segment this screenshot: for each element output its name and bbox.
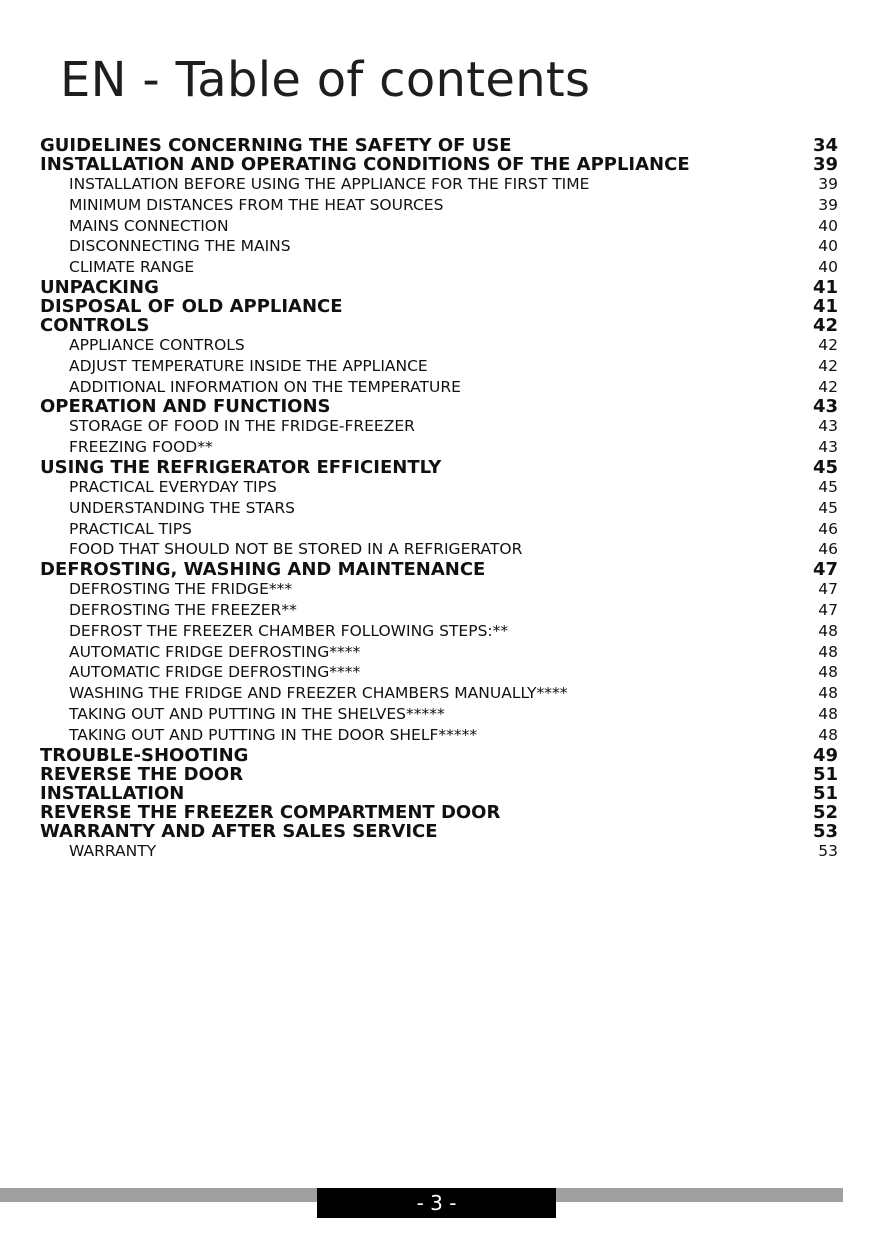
toc-entry-page: 45 [818, 498, 838, 517]
toc-entry-page: 40 [818, 237, 838, 256]
toc-section-entry[interactable] [40, 765, 838, 784]
toc-entry-label: MINIMUM DISTANCES FROM THE HEAT SOURCES [69, 195, 444, 214]
toc-entry-page: 48 [818, 704, 838, 723]
toc-entry-page: 43 [818, 438, 838, 457]
toc-entry-label: TAKING OUT AND PUTTING IN THE DOOR SHELF***** [69, 725, 478, 744]
toc-entry-label: OPERATION AND FUNCTIONS [40, 396, 331, 418]
toc-subsection-entry[interactable] [40, 437, 838, 458]
toc-section-entry[interactable] [40, 822, 838, 841]
toc-entry-label: TROUBLE-SHOOTING [40, 744, 249, 766]
page-title: EN - Table of contents [60, 52, 591, 108]
toc-entry-page: 43 [812, 396, 838, 418]
toc-entry-label: FOOD THAT SHOULD NOT BE STORED IN A REFRIGERATOR [69, 540, 523, 559]
toc-entry-page: 48 [818, 642, 838, 661]
toc-subsection-entry[interactable] [40, 257, 838, 278]
toc-subsection-entry[interactable] [40, 236, 838, 257]
toc-entry-label: FREEZING FOOD** [69, 438, 213, 457]
toc-subsection-entry[interactable] [40, 662, 838, 683]
toc-entry-page: 46 [818, 540, 838, 559]
toc-section-entry[interactable] [40, 397, 838, 416]
toc-entry-label: DEFROSTING THE FRIDGE*** [69, 580, 293, 599]
toc-entry-label: INSTALLATION AND OPERATING CONDITIONS OF THE APPLIANCE [40, 154, 690, 175]
toc-entry-page: 41 [812, 295, 838, 317]
toc-entry-page: 48 [818, 725, 838, 744]
toc-entry-page: 34 [812, 135, 838, 156]
toc-entry-label: WARRANTY [69, 841, 157, 860]
toc-section-entry[interactable] [40, 746, 838, 765]
toc-entry-page: 47 [818, 580, 838, 599]
toc-entry-page: 45 [812, 456, 838, 478]
toc-entry-label: INSTALLATION [40, 782, 185, 804]
toc-entry-label: CONTROLS [40, 314, 150, 336]
toc-entry-page: 51 [812, 782, 838, 804]
toc-subsection-entry[interactable] [40, 356, 838, 377]
toc-entry-label: CLIMATE RANGE [69, 258, 195, 277]
toc-entry-label: DEFROSTING, WASHING AND MAINTENANCE [40, 559, 486, 581]
toc-section-entry[interactable] [40, 803, 838, 822]
toc-entry-page: 42 [818, 356, 838, 375]
toc-entry-label: REVERSE THE DOOR [40, 763, 244, 785]
toc-entry-page: 40 [818, 216, 838, 235]
toc-entry-page: 52 [812, 801, 838, 823]
toc-entry-page: 47 [812, 559, 838, 581]
toc-entry-label: AUTOMATIC FRIDGE DEFROSTING**** [69, 663, 361, 682]
toc-section-entry[interactable] [40, 784, 838, 803]
toc-entry-page: 39 [812, 154, 838, 175]
toc-subsection-entry[interactable] [40, 519, 838, 540]
toc-entry-label: GUIDELINES CONCERNING THE SAFETY OF USE [40, 135, 512, 156]
toc-subsection-entry[interactable] [40, 539, 838, 560]
toc-entry-label: AUTOMATIC FRIDGE DEFROSTING**** [69, 642, 361, 661]
toc-subsection-entry[interactable] [40, 174, 838, 195]
toc-entry-page: 46 [818, 519, 838, 538]
toc-entry-label: INSTALLATION BEFORE USING THE APPLIANCE FOR THE FIRST TIME [69, 175, 590, 193]
toc-entry-page: 45 [818, 477, 838, 496]
toc-entry-label: REVERSE THE FREEZER COMPARTMENT DOOR [40, 801, 501, 823]
toc-entry-page: 48 [818, 663, 838, 682]
toc-entry-page: 51 [812, 763, 838, 785]
toc-entry-label: PRACTICAL EVERYDAY TIPS [69, 477, 277, 496]
toc-subsection-entry[interactable] [40, 195, 838, 216]
toc-entry-label: PRACTICAL TIPS [69, 519, 192, 538]
toc-entry-page: 53 [812, 820, 838, 842]
toc-entry-label: USING THE REFRIGERATOR EFFICIENTLY [40, 456, 442, 478]
toc-entry-page: 49 [812, 744, 838, 766]
toc-subsection-entry[interactable] [40, 477, 838, 498]
toc-entry-page: 39 [818, 175, 838, 193]
toc-entry-label: ADJUST TEMPERATURE INSIDE THE APPLIANCE [69, 356, 428, 375]
toc-section-entry[interactable] [40, 155, 838, 174]
toc-subsection-entry[interactable] [40, 725, 838, 746]
toc-entry-page: 53 [818, 841, 838, 860]
toc-subsection-entry[interactable] [40, 600, 838, 621]
toc-entry-page: 42 [818, 377, 838, 396]
toc-subsection-entry[interactable] [40, 335, 838, 356]
toc-entry-label: DISCONNECTING THE MAINS [69, 237, 291, 256]
toc-subsection-entry[interactable] [40, 498, 838, 519]
toc-section-entry[interactable] [40, 560, 838, 579]
toc-subsection-entry[interactable] [40, 683, 838, 704]
toc-entry-label: MAINS CONNECTION [69, 216, 229, 235]
toc-entry-page: 42 [812, 314, 838, 336]
toc-subsection-entry[interactable] [40, 416, 838, 437]
toc-section-entry[interactable] [40, 278, 838, 297]
toc-entry-page: 40 [818, 258, 838, 277]
toc-entry-page: 48 [818, 621, 838, 640]
toc-entry-page: 42 [818, 335, 838, 354]
toc-entry-page: 48 [818, 684, 838, 703]
toc-entry-label: DISPOSAL OF OLD APPLIANCE [40, 295, 343, 317]
toc-entry-label: WASHING THE FRIDGE AND FREEZER CHAMBERS MANUALLY**** [69, 684, 568, 703]
toc-entry-label: ADDITIONAL INFORMATION ON THE TEMPERATURE [69, 377, 461, 396]
toc-entry-label: UNDERSTANDING THE STARS [69, 498, 295, 517]
toc-entry-page: 43 [818, 417, 838, 436]
toc-subsection-entry[interactable] [40, 841, 838, 862]
toc-subsection-entry[interactable] [40, 704, 838, 725]
toc-entry-label: DEFROSTING THE FREEZER** [69, 600, 297, 619]
toc-entry-page: 47 [818, 600, 838, 619]
toc-subsection-entry[interactable] [40, 216, 838, 237]
toc-section-entry[interactable] [40, 297, 838, 316]
toc-entry-label: UNPACKING [40, 276, 159, 298]
toc-entry-label: STORAGE OF FOOD IN THE FRIDGE-FREEZER [69, 417, 415, 436]
toc-section-entry[interactable] [40, 458, 838, 477]
toc-entry-label: WARRANTY AND AFTER SALES SERVICE [40, 820, 438, 842]
toc-entry-label: APPLIANCE CONTROLS [69, 335, 245, 354]
toc-entry-label: TAKING OUT AND PUTTING IN THE SHELVES***** [69, 704, 445, 723]
toc-section-entry[interactable] [40, 136, 838, 155]
toc-entry-page: 41 [812, 276, 838, 298]
toc-entry-page: 39 [818, 195, 838, 214]
toc-subsection-entry[interactable] [40, 642, 838, 663]
toc-subsection-entry[interactable] [40, 377, 838, 398]
toc-section-entry[interactable] [40, 316, 838, 335]
table-of-contents [40, 136, 838, 861]
toc-entry-label: DEFROST THE FREEZER CHAMBER FOLLOWING STEPS:** [69, 621, 509, 640]
page-number: - 3 - [317, 1188, 556, 1218]
toc-subsection-entry[interactable] [40, 579, 838, 600]
toc-subsection-entry[interactable] [40, 621, 838, 642]
